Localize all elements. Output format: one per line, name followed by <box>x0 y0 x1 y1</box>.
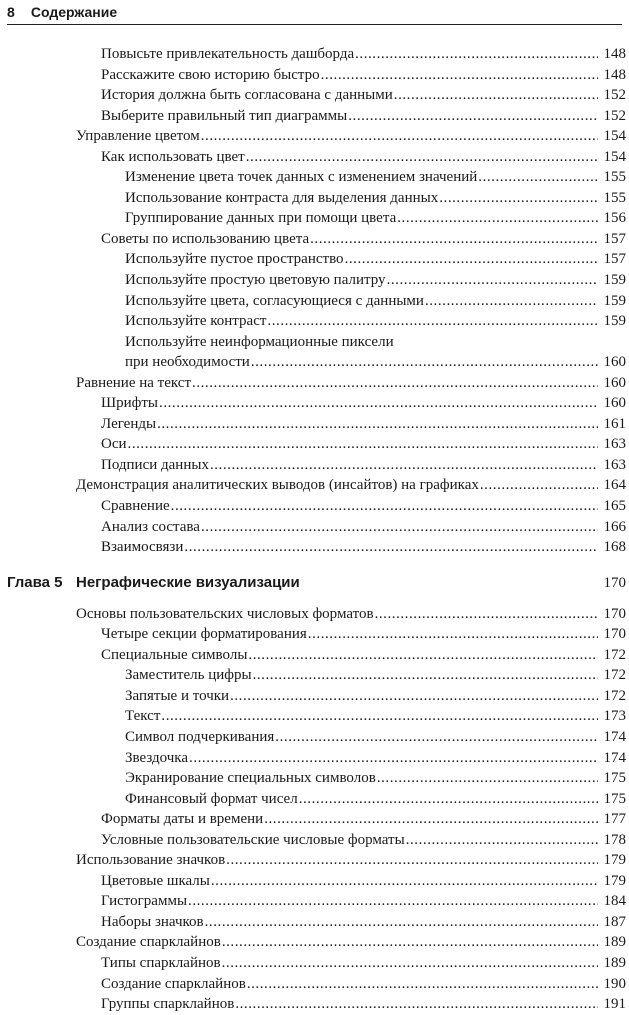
toc-entry-title: Изменение цвета точек данных с изменением значений <box>125 169 478 186</box>
toc-entry-page-number: 174 <box>603 728 626 745</box>
toc-entry[interactable] <box>0 291 629 312</box>
toc-entry-title: Создание спарклайнов <box>76 934 221 951</box>
toc-entry-page-number: 154 <box>603 128 626 145</box>
toc-entry-page-number: 155 <box>603 189 626 206</box>
toc-entry[interactable] <box>0 85 629 106</box>
toc-entry[interactable] <box>0 393 629 414</box>
toc-entry-line <box>101 645 599 666</box>
dot-leader <box>201 517 598 538</box>
toc-entry-line <box>101 953 599 974</box>
toc-entry-page-number: 160 <box>603 354 626 371</box>
toc-entry-title: Используйте цвета, согласующиеся с данными <box>125 292 424 309</box>
toc-entry[interactable] <box>0 455 629 476</box>
dot-leader <box>387 270 598 291</box>
toc-entry-title: Условные пользовательские числовые форматы <box>101 831 405 848</box>
toc-entry-page-number: 160 <box>603 395 626 412</box>
toc-entry[interactable] <box>0 748 629 769</box>
toc-entry[interactable] <box>0 65 629 86</box>
dot-leader <box>478 167 598 188</box>
dot-leader <box>267 311 598 332</box>
toc-entry-page-number: 179 <box>603 852 626 869</box>
dot-leader <box>210 455 598 476</box>
toc-entry-page-number: 152 <box>603 107 626 124</box>
toc-entry-line <box>76 850 599 871</box>
toc-entry[interactable] <box>0 311 629 332</box>
toc-entry-line <box>101 65 599 86</box>
dot-leader <box>264 809 598 830</box>
toc-entry-title: Запятые и точки <box>125 687 230 704</box>
dot-leader <box>406 830 598 851</box>
toc-entry[interactable] <box>0 517 629 538</box>
toc-entry-line <box>125 665 599 686</box>
toc-entry-line <box>101 496 599 517</box>
dot-leader <box>321 65 598 86</box>
toc-entry[interactable] <box>0 434 629 455</box>
toc-entry[interactable] <box>0 871 629 892</box>
toc-entry[interactable] <box>0 624 629 645</box>
toc-entry-line <box>76 475 599 496</box>
dot-leader <box>253 665 598 686</box>
toc-entry[interactable] <box>0 537 629 558</box>
toc-entry-title: Цветовые шкалы <box>101 872 210 889</box>
toc-entry[interactable] <box>0 414 629 435</box>
dot-leader <box>188 891 598 912</box>
toc-entry-line <box>101 809 599 830</box>
toc-entry-page-number: 154 <box>603 148 626 165</box>
toc-entry-line <box>101 891 599 912</box>
toc-entry-page-number: 178 <box>603 831 626 848</box>
toc-entry-line <box>125 249 599 270</box>
toc-entry-line <box>101 147 599 168</box>
dot-leader <box>157 414 598 435</box>
toc-entry[interactable] <box>0 106 629 127</box>
chapter-title-line <box>76 570 599 596</box>
dot-leader <box>439 188 598 209</box>
toc-entry-title: Используйте контраст <box>125 313 267 330</box>
toc-entry-line <box>125 167 599 188</box>
toc-entry-line <box>76 373 599 394</box>
toc-entry[interactable] <box>0 809 629 830</box>
dot-leader <box>235 994 598 1015</box>
dot-leader <box>246 147 598 168</box>
toc-entry-page-number: 172 <box>603 667 626 684</box>
toc-entry-page-number: 172 <box>603 646 626 663</box>
toc-entry-title: Повысьте привлекательность дашборда <box>101 46 355 62</box>
toc-entry-title: Легенды <box>101 415 157 432</box>
toc-entry-title: Используйте пустое пространство <box>125 251 344 268</box>
dot-leader <box>248 645 598 666</box>
dot-leader <box>299 789 598 810</box>
toc-entry-line <box>101 434 599 455</box>
toc-entry[interactable] <box>0 994 629 1015</box>
toc-entry-line <box>125 686 599 707</box>
toc-entry-title: Типы спарклайнов <box>101 954 221 971</box>
toc-entry[interactable] <box>0 789 629 810</box>
dot-leader <box>377 768 598 789</box>
toc-entry-title: Советы по использованию цвета <box>101 230 310 247</box>
dot-leader <box>345 249 598 270</box>
toc-entry-line <box>101 393 599 414</box>
table-of-contents <box>0 44 629 1015</box>
toc-entry-title: Как использовать цвет <box>101 148 245 165</box>
toc-entry-page-number: 156 <box>603 210 626 227</box>
toc-entry-line <box>125 768 599 789</box>
toc-entry[interactable] <box>0 665 629 686</box>
toc-entry[interactable] <box>0 147 629 168</box>
toc-entry-line <box>76 604 599 625</box>
toc-entry[interactable] <box>0 706 629 727</box>
toc-entry-title: Анализ состава <box>101 518 200 535</box>
toc-entry-page-number: 184 <box>603 893 626 910</box>
dot-leader <box>161 706 598 727</box>
toc-entry-line <box>125 748 599 769</box>
dot-leader <box>375 604 598 625</box>
toc-entry-title: Форматы даты и времени <box>101 811 264 828</box>
toc-entry-page-number: 172 <box>603 687 626 704</box>
toc-entry-page-number: 155 <box>603 169 626 186</box>
toc-entry[interactable] <box>0 727 629 748</box>
dot-leader <box>275 727 598 748</box>
toc-entry-page-number: 177 <box>603 811 626 828</box>
toc-entry[interactable] <box>0 850 629 871</box>
chapter-label: Глава 5 <box>7 573 63 591</box>
toc-entry-page-number: 191 <box>603 996 626 1013</box>
toc-entry[interactable] <box>0 229 629 250</box>
toc-entry[interactable] <box>0 604 629 625</box>
toc-entry-page-number: 170 <box>603 605 626 622</box>
toc-entry-page-number: 161 <box>603 415 626 432</box>
toc-entry[interactable] <box>0 953 629 974</box>
toc-entry-title: Создание спарклайнов <box>101 975 246 992</box>
toc-entry-line <box>101 414 599 435</box>
toc-entry-page-number: 166 <box>603 518 626 535</box>
toc-entry-title: Звездочка <box>125 749 189 766</box>
toc-entry[interactable] <box>0 932 629 953</box>
dot-leader <box>226 850 598 871</box>
toc-entry-title: Взаимосвязи <box>101 539 184 556</box>
toc-entry-title: Используйте неинформационные пиксели <box>125 333 394 350</box>
toc-entry-title: Гистограммы <box>101 893 188 910</box>
toc-entry-line <box>125 188 599 209</box>
toc-entry[interactable] <box>0 167 629 188</box>
dot-leader <box>201 126 598 147</box>
dot-leader <box>230 686 598 707</box>
toc-entry-line <box>101 517 599 538</box>
toc-entry[interactable] <box>0 645 629 666</box>
dot-leader <box>128 434 598 455</box>
toc-entry-title: Экранирование специальных символов <box>125 770 376 787</box>
toc-section-chapter-5 <box>0 604 629 1015</box>
dot-leader <box>397 208 598 229</box>
toc-entry-title: Символ подчеркивания <box>125 728 275 745</box>
dot-leader <box>310 229 598 250</box>
toc-entry-title: Использование контраста для выделения данных <box>125 189 439 206</box>
toc-section-chapter-4 <box>0 44 629 558</box>
toc-entry-line <box>101 106 599 127</box>
toc-entry-line <box>76 932 599 953</box>
dot-leader <box>425 291 598 312</box>
toc-entry-line <box>101 994 599 1015</box>
toc-entry-line <box>101 912 599 933</box>
toc-entry-title: Текст <box>125 708 161 725</box>
dot-leader <box>251 352 598 373</box>
toc-entry-title-continued: при необходимости <box>125 354 250 371</box>
dot-leader <box>189 748 598 769</box>
toc-entry-title: Сравнение <box>101 498 170 515</box>
toc-entry-page-number: 175 <box>603 790 626 807</box>
toc-entry-title: Шрифты <box>101 395 159 412</box>
toc-entry[interactable] <box>0 912 629 933</box>
toc-entry-page-number: 190 <box>603 975 626 992</box>
toc-entry-title: Основы пользовательских числовых форматов <box>76 605 374 622</box>
toc-entry-page-number: 159 <box>603 292 626 309</box>
chapter-title: Неграфические визуализации <box>76 573 300 591</box>
toc-entry-page-number: 148 <box>603 46 626 62</box>
toc-entry-line <box>125 270 599 291</box>
toc-entry-line <box>101 871 599 892</box>
toc-entry-title: Группирование данных при помощи цвета <box>125 210 397 227</box>
toc-entry-page-number: 165 <box>603 498 626 515</box>
toc-entry-page-number: 152 <box>603 87 626 104</box>
toc-entry-page-number: 160 <box>603 374 626 391</box>
toc-entry-title: Финансовый формат чисел <box>125 790 298 807</box>
toc-entry-title: Подписи данных <box>101 456 209 473</box>
toc-entry-title: Специальные символы <box>101 646 248 663</box>
toc-entry-title: Использование значков <box>76 852 226 869</box>
toc-entry-title: Выберите правильный тип диаграммы <box>101 107 348 124</box>
toc-entry-first-line <box>0 332 629 353</box>
toc-entry-title: Равнение на текст <box>76 374 192 391</box>
toc-entry-page-number: 157 <box>603 230 626 247</box>
toc-entry-page-number: 148 <box>603 66 626 83</box>
toc-entry-line <box>76 126 599 147</box>
chapter-heading[interactable] <box>0 570 629 604</box>
dot-leader <box>222 953 598 974</box>
toc-entry[interactable] <box>0 830 629 851</box>
toc-entry-line <box>125 706 599 727</box>
toc-entry-title: Расскажите свою историю быстро <box>101 66 320 83</box>
toc-entry-line <box>101 44 599 65</box>
header-title: Содержание <box>30 4 118 20</box>
toc-entry[interactable] <box>0 974 629 995</box>
toc-entry[interactable] <box>0 44 629 65</box>
toc-entry-page-number: 189 <box>603 954 626 971</box>
toc-entry-page-number: 170 <box>603 626 626 643</box>
toc-entry[interactable] <box>0 270 629 291</box>
toc-entry-line <box>101 624 599 645</box>
toc-entry[interactable] <box>0 686 629 707</box>
dot-leader <box>211 871 598 892</box>
dot-leader <box>355 44 598 65</box>
toc-entry[interactable] <box>0 475 629 496</box>
toc-entry-page-number: 179 <box>603 872 626 889</box>
dot-leader <box>205 912 598 933</box>
toc-entry-title: Группы спарклайнов <box>101 996 235 1013</box>
dot-leader <box>348 106 598 127</box>
toc-entry-title: Управление цветом <box>76 128 200 145</box>
toc-entry-line <box>101 229 599 250</box>
toc-entry[interactable] <box>0 352 629 373</box>
toc-entry-page-number: 187 <box>603 913 626 930</box>
dot-leader <box>184 537 598 558</box>
toc-entry-title: Используйте простую цветовую палитру <box>125 272 386 289</box>
toc-entry-line <box>125 789 599 810</box>
dot-leader <box>192 373 598 394</box>
toc-entry-line <box>125 208 599 229</box>
toc-entry[interactable] <box>0 208 629 229</box>
dot-leader <box>171 496 598 517</box>
toc-entry-line <box>125 352 599 373</box>
toc-entry-page-number: 159 <box>603 272 626 289</box>
toc-entry[interactable] <box>0 768 629 789</box>
toc-entry-line <box>101 85 599 106</box>
toc-entry-page-number: 168 <box>603 539 626 556</box>
dot-leader <box>394 85 598 106</box>
toc-entry-title: Демонстрация аналитических выводов (инсайтов) на графиках <box>76 477 479 494</box>
toc-entry-page-number: 163 <box>603 456 626 473</box>
toc-entry-title: Четыре секции форматирования <box>101 626 307 643</box>
toc-entry[interactable] <box>0 126 629 147</box>
toc-entry-line <box>101 455 599 476</box>
toc-entry-page-number: 164 <box>603 477 626 494</box>
toc-entry-page-number: 189 <box>603 934 626 951</box>
toc-entry-title: Заместитель цифры <box>125 667 252 684</box>
toc-entry-line <box>101 974 599 995</box>
toc-entry-line <box>125 727 599 748</box>
toc-entry-page-number: 173 <box>603 708 626 725</box>
toc-entry-page-number: 163 <box>603 436 626 453</box>
toc-entry-page-number: 174 <box>603 749 626 766</box>
toc-entry-title: Оси <box>101 436 127 453</box>
toc-entry-line <box>125 291 599 312</box>
chapter-page-number: 170 <box>603 574 626 591</box>
toc-entry-page-number: 175 <box>603 770 626 787</box>
dot-leader <box>159 393 598 414</box>
dot-leader <box>308 624 598 645</box>
header-page-number: 8 <box>7 4 15 20</box>
toc-entry-line <box>101 830 599 851</box>
dot-leader <box>247 974 598 995</box>
toc-entry[interactable] <box>0 249 629 270</box>
dot-leader <box>222 932 598 953</box>
toc-entry[interactable] <box>0 188 629 209</box>
running-header <box>7 2 622 25</box>
toc-entry[interactable] <box>0 891 629 912</box>
toc-entry[interactable] <box>0 373 629 394</box>
dot-leader <box>480 475 598 496</box>
toc-entry-page-number: 157 <box>603 251 626 268</box>
toc-entry-page-number: 159 <box>603 313 626 330</box>
toc-entry-line <box>125 311 599 332</box>
toc-entry-line <box>101 537 599 558</box>
toc-entry-title: История должна быть согласована с данными <box>101 87 393 104</box>
toc-entry[interactable] <box>0 496 629 517</box>
toc-entry-title: Наборы значков <box>101 913 204 930</box>
